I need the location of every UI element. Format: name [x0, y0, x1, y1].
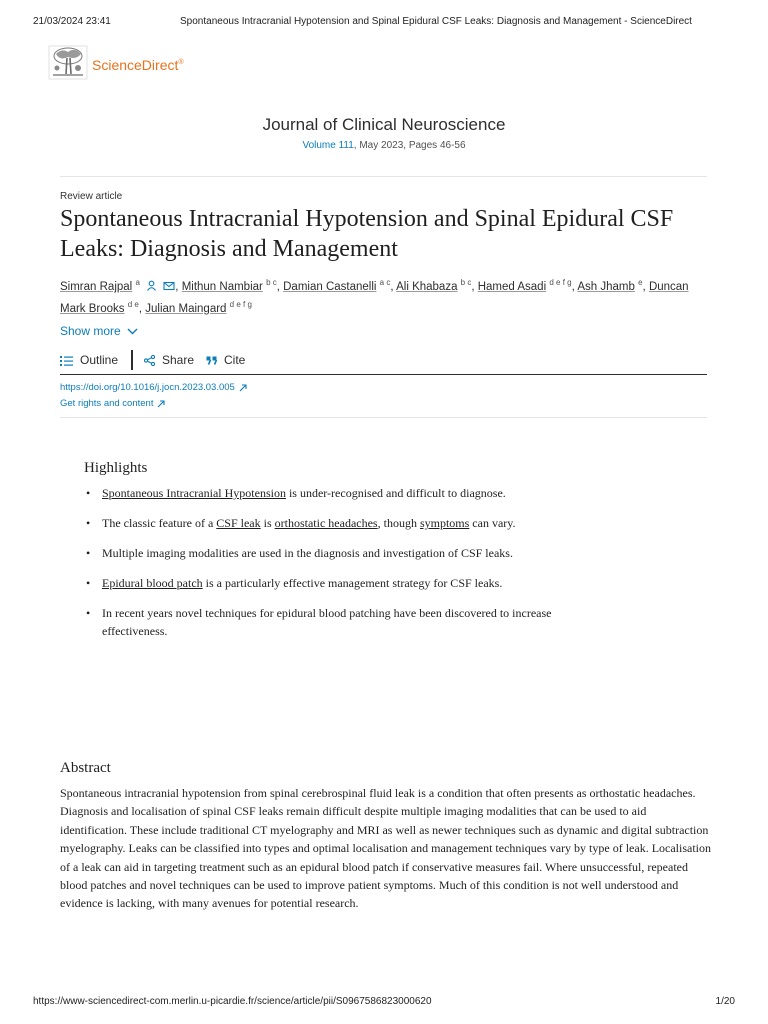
email-icon[interactable]	[163, 281, 175, 291]
highlight-text: Multiple imaging modalities are used in the diagnosis and investigation of CSF leaks.	[102, 546, 513, 560]
article-title: Spontaneous Intracranial Hypotension and Spinal Epidural CSF Leaks: Diagnosis and Management	[60, 206, 674, 262]
author-link[interactable]: Ash Jhamb	[577, 281, 635, 293]
journal-name[interactable]: Journal of Clinical Neuroscience	[262, 115, 506, 134]
author-affiliation: d e f g	[229, 300, 252, 309]
highlight-text: can vary.	[469, 516, 516, 530]
external-link-icon	[157, 400, 165, 408]
article-type: Review article	[60, 191, 123, 202]
term-link[interactable]: Epidural blood patch	[102, 576, 203, 590]
page-number: 1/20	[715, 996, 735, 1007]
print-datetime: 21/03/2024 23:41	[33, 16, 111, 27]
author-affiliation: a	[135, 278, 140, 287]
author-affiliation: e	[638, 278, 643, 287]
list-icon	[60, 355, 73, 366]
rights-text: Get rights and content	[60, 398, 154, 409]
issue-details: , May 2023, Pages 46-56	[353, 140, 466, 151]
journal-issue-info	[0, 140, 768, 151]
doi-text: https://doi.org/10.1016/j.jocn.2023.03.005	[60, 382, 235, 393]
article-toolbar	[60, 350, 707, 375]
divider	[60, 417, 707, 418]
author-link[interactable]: Simran Rajpal	[60, 281, 133, 293]
share-label: Share	[162, 353, 195, 367]
share-icon	[144, 355, 155, 366]
divider	[60, 176, 707, 177]
highlight-item	[84, 574, 554, 592]
abstract-text: Spontaneous intracranial hypotension from spinal cerebrospinal fluid leak is a condition that often presents as orthostatic headaches. Diagnosis and localisation of spinal CSF leaks remain difficult despite multiple imaging modalities that can be used to aid identification. These include traditional CT myelography and MRI as well as newer techniques such as dynamic and digital subtraction myelography. Leaks can be classified into types and optimal localisation and management techniques vary by type of leak. Localisation of a leak can aid in targeting treatment such as an epidural blood patch if conservative measures fail. Where unsuccessful, repeated blood patches and novel techniques can be used to improve patient symptoms. Much of this condition is not well understood and evidence is lacking, with many avenues for potential research.	[60, 786, 712, 911]
term-link[interactable]: orthostatic headaches	[274, 516, 378, 530]
highlight-text: is	[260, 516, 275, 530]
print-page-title: Spontaneous Intracranial Hypotension and Spinal Epidural CSF Leaks: Diagnosis and Management - ScienceDirect	[180, 16, 692, 27]
author-link[interactable]: Ali Khabaza	[396, 281, 458, 293]
print-url: https://www-sciencedirect-com.merlin.u-picardie.fr/science/article/pii/S0967586823000620	[33, 996, 432, 1007]
cite-label: Cite	[224, 353, 246, 367]
highlight-text: The classic feature of a	[102, 516, 217, 530]
highlight-item	[84, 484, 554, 502]
author-link[interactable]: Mithun Nambiar	[181, 281, 263, 293]
highlights-heading: Highlights	[84, 460, 148, 476]
elsevier-tree-icon	[48, 44, 88, 80]
author-affiliation: d e	[127, 300, 139, 309]
share-button[interactable]	[144, 353, 194, 367]
person-icon[interactable]	[146, 280, 157, 291]
term-link[interactable]: symptoms	[419, 516, 470, 530]
highlight-item	[84, 544, 554, 562]
highlight-text: In recent years novel techniques for epidural blood patching have been discovered to increase effectiveness.	[102, 606, 552, 638]
term-link[interactable]: CSF leak	[216, 516, 261, 530]
sciencedirect-brand: ScienceDirect®	[92, 57, 184, 73]
volume-link[interactable]: Volume 111	[302, 140, 354, 151]
author-link[interactable]: Hamed Asadi	[477, 281, 547, 293]
show-more-button[interactable]	[60, 324, 138, 338]
author-link[interactable]: Julian Maingard	[145, 303, 227, 315]
rights-link[interactable]	[60, 398, 165, 409]
quote-icon	[206, 356, 217, 365]
author-affiliation: b c	[460, 278, 472, 287]
outline-label: Outline	[80, 353, 119, 367]
term-link[interactable]: Spontaneous Intracranial Hypotension	[102, 486, 286, 500]
show-more-label: Show more	[60, 324, 121, 338]
author-affiliation: a c	[379, 278, 391, 287]
highlight-text: , though	[377, 516, 420, 530]
highlight-text: is under-recognised and difficult to diagnose.	[285, 486, 506, 500]
author-affiliation: b c	[266, 278, 277, 287]
doi-link[interactable]	[60, 382, 247, 393]
highlight-item	[84, 604, 554, 640]
toolbar-separator	[131, 350, 133, 370]
author-link[interactable]: Damian Castanelli	[283, 281, 377, 293]
sciencedirect-logo[interactable]	[48, 44, 184, 80]
highlights-list	[84, 484, 554, 640]
cite-button[interactable]	[206, 353, 245, 367]
author-list: Simran Rajpal $^a$ , Mithun Nambiar $^{b c}$, Damian Castanelli $^{a c}$, Ali Khabaza $^{b c}$, Hamed Asadi $^{d e f g}$, Ash Jhamb $^e$, Duncan Mark Brooks $^{d e}$, Julian Maingard $^{d e f g}$	[60, 278, 689, 315]
author-affiliation: d e f g	[549, 278, 572, 287]
external-link-icon	[239, 384, 247, 392]
highlight-text: is a particularly effective management strategy for CSF leaks.	[202, 576, 503, 590]
highlight-item	[84, 514, 554, 532]
outline-button[interactable]	[60, 353, 118, 367]
chevron-down-icon	[127, 328, 138, 335]
abstract-heading: Abstract	[60, 760, 111, 776]
author-link[interactable]: Duncan Mark Brooks	[60, 281, 689, 315]
